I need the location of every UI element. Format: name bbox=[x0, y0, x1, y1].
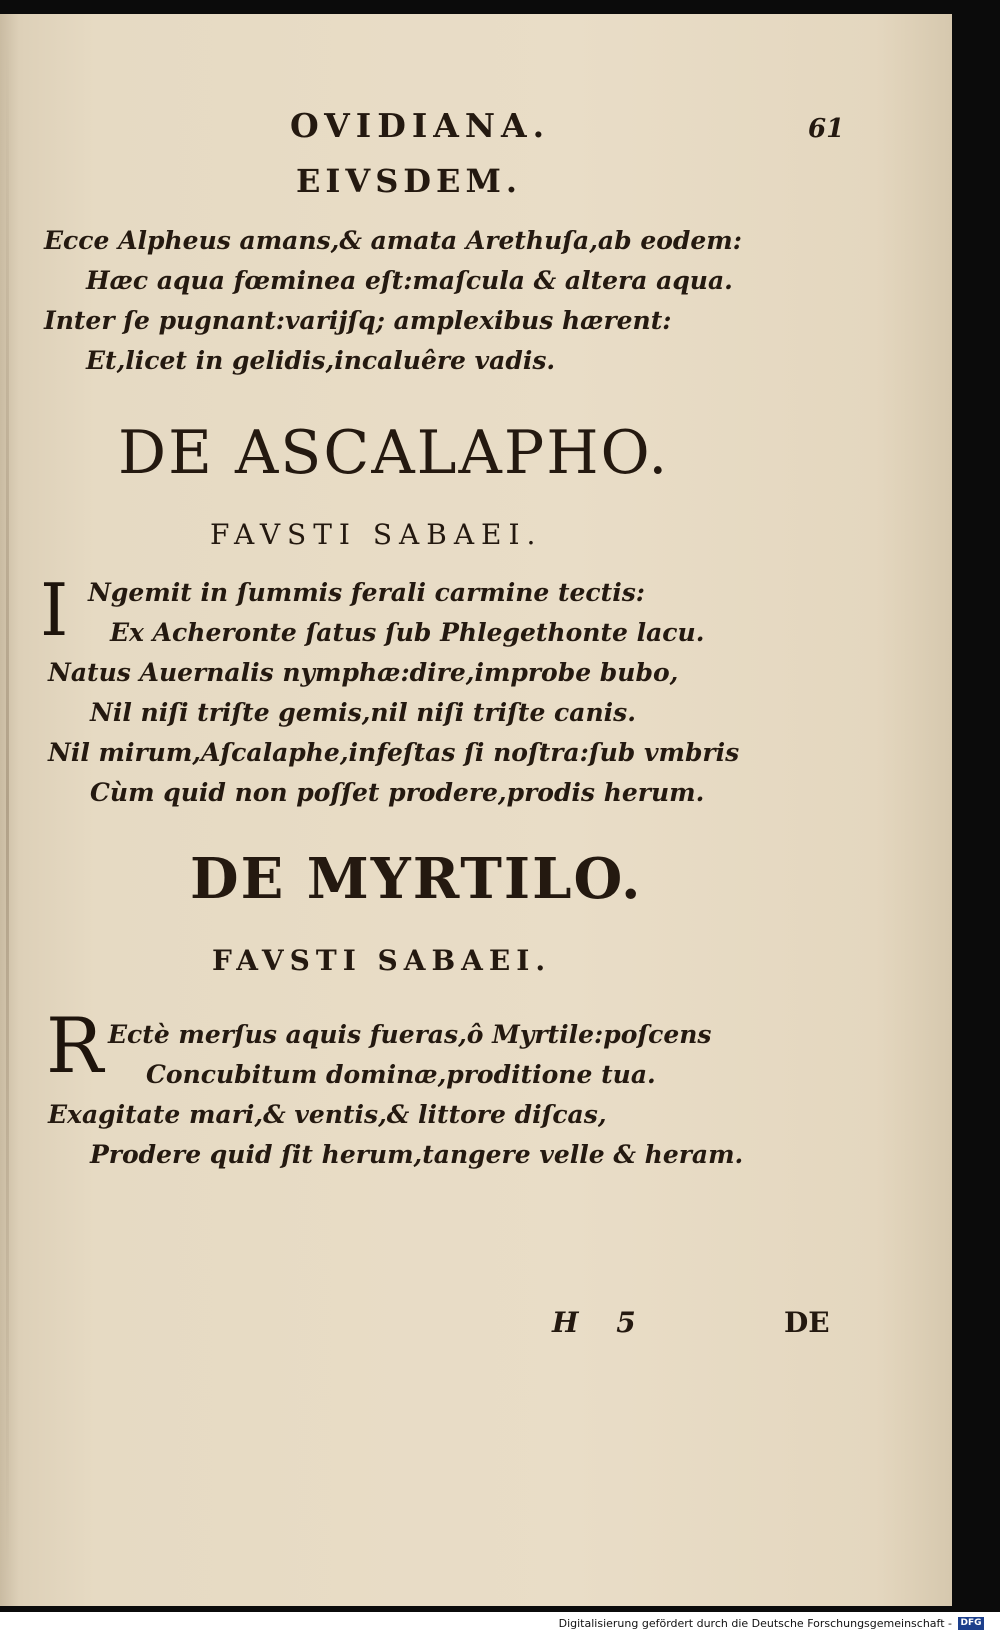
dfg-logo: DFG bbox=[958, 1617, 984, 1630]
poem-author: FAVSTI SABAEI. bbox=[212, 944, 552, 977]
signature-mark: H 5 bbox=[552, 1306, 650, 1339]
section-heading-eiusdem: EIVSDEM. bbox=[296, 162, 522, 200]
funding-credit: Digitalisierung gefördert durch die Deutsche Forschungsgemeinschaft - bbox=[558, 1617, 952, 1630]
drop-cap-initial: I bbox=[40, 568, 69, 652]
running-head: OVIDIANA. bbox=[290, 106, 551, 145]
verse-line: Et,licet in gelidis,incaluêre vadis. bbox=[86, 346, 556, 375]
verse-line: Concubitum dominæ,proditione tua. bbox=[146, 1060, 656, 1089]
verse-line: Cùm quid non poſſet prodere,prodis herum. bbox=[90, 778, 705, 807]
page-number: 61 bbox=[808, 114, 845, 144]
verse-line: Inter ſe pugnant:varijſq; amplexibus hærent: bbox=[44, 306, 672, 335]
poem-author: FAVSTI SABAEI. bbox=[210, 518, 543, 551]
verse-line: Exagitate mari,& ventis,& littore diſcas, bbox=[48, 1100, 607, 1129]
verse-line: Natus Auernalis nymphæ:dire,improbe bubo, bbox=[48, 658, 679, 687]
verse-line: Ectè merſus aquis fueras,ô Myrtile:poſcens bbox=[108, 1020, 712, 1049]
verse-line: Prodere quid ſit herum,tangere velle & heram. bbox=[90, 1140, 744, 1169]
verse-line: Ex Acheronte ſatus ſub Phlegethonte lacu. bbox=[110, 618, 705, 647]
drop-cap-initial: R bbox=[46, 1001, 104, 1090]
catchword: DE bbox=[784, 1306, 830, 1339]
digitization-footer bbox=[0, 1612, 1000, 1636]
book-page bbox=[0, 14, 952, 1606]
verse-line: Nil niſi triſte gemis,nil niſi triſte canis. bbox=[90, 698, 636, 727]
poem-title-myrtilo: DE MYRTILO. bbox=[190, 846, 643, 912]
page-gutter-shadow bbox=[6, 34, 9, 1574]
verse-line: Ecce Alpheus amans,& amata Arethuſa,ab eodem: bbox=[44, 226, 742, 255]
verse-line: Ngemit in ſummis ferali carmine tectis: bbox=[88, 578, 646, 607]
verse-line: Hæc aqua fœminea eſt:maſcula & altera aqua. bbox=[86, 266, 733, 295]
poem-title-ascalapho: DE ASCALAPHO. bbox=[118, 418, 670, 488]
verse-line: Nil mirum,Aſcalaphe,infeſtas ſi noſtra:ſub vmbris bbox=[48, 738, 740, 767]
